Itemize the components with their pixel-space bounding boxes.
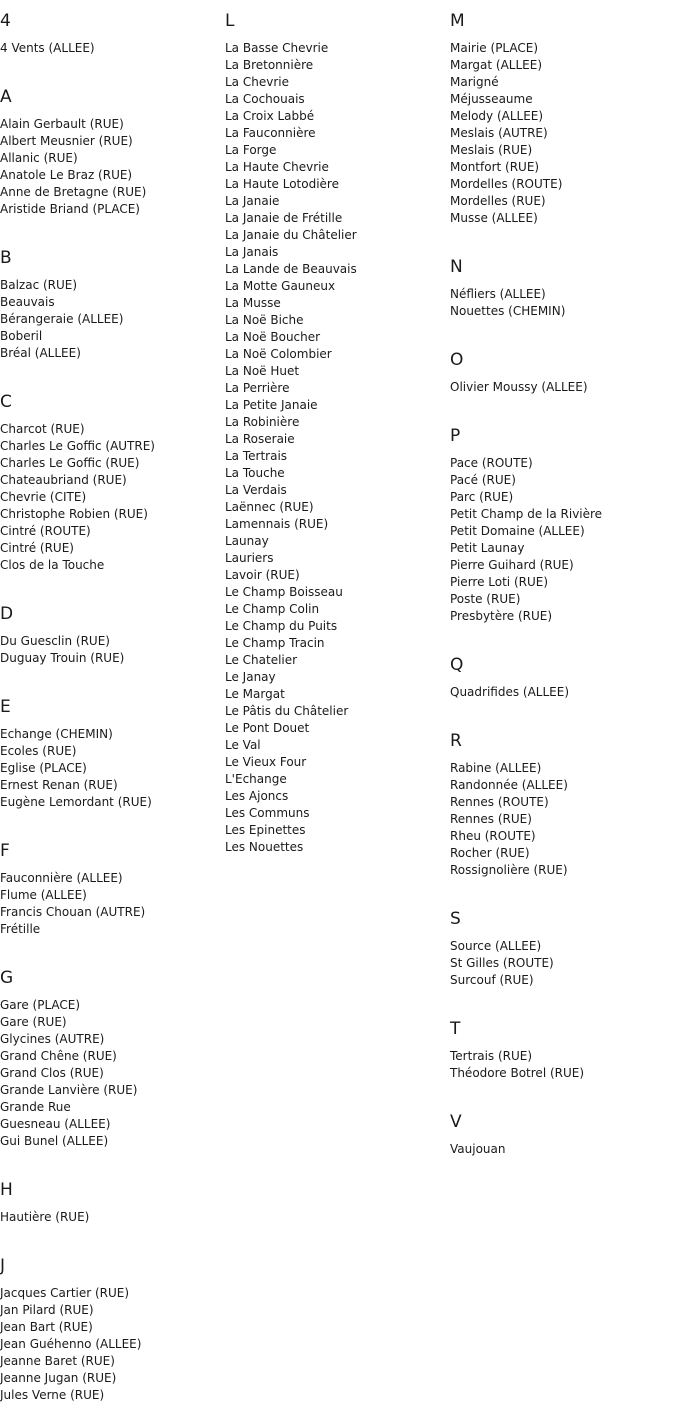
street-name: La Tertrais: [225, 449, 288, 463]
street-name: Chateaubriand (RUE): [0, 473, 127, 487]
street-name: La Fauconnière: [225, 126, 316, 140]
street-name: Pierre Loti (RUE): [450, 575, 549, 589]
street-name: Mordelles (RUE): [450, 194, 546, 208]
street-name: Mordelles (ROUTE): [450, 177, 563, 191]
street-name: Flume (ALLEE): [0, 888, 87, 902]
street-name: Duguay Trouin (RUE): [0, 651, 125, 665]
street-list: [0, 633, 222, 667]
street-name: Bérangeraie (ALLEE): [0, 312, 124, 326]
street-name: La Janaie: [225, 194, 280, 208]
section-letter-heading: G: [0, 968, 14, 988]
street-list: [0, 997, 222, 1150]
street-name: La Forge: [225, 143, 277, 157]
street-name: Alain Gerbault (RUE): [0, 117, 124, 131]
street-name: Jacques Cartier (RUE): [0, 1286, 130, 1300]
street-name: Rheu (ROUTE): [450, 829, 536, 843]
street-name: Laënnec (RUE): [225, 500, 314, 514]
street-name: Grande Lanvière (RUE): [0, 1083, 138, 1097]
street-name: Parc (RUE): [450, 490, 514, 504]
street-name: Le Champ du Puits: [225, 619, 338, 633]
street-name: 4 Vents (ALLEE): [0, 41, 95, 55]
street-name: Olivier Moussy (ALLEE): [450, 380, 588, 394]
street-name: Fauconnière (ALLEE): [0, 871, 123, 885]
letter-group: [0, 1255, 222, 1404]
street-name: Frétille: [0, 922, 41, 936]
street-name: Petit Launay: [450, 541, 525, 555]
street-name: Charles Le Goffic (AUTRE): [0, 439, 155, 453]
street-name: La Croix Labbé: [225, 109, 315, 123]
section-letter-heading: E: [0, 697, 11, 717]
street-name: Eglise (PLACE): [0, 761, 87, 775]
street-name: Randonnée (ALLEE): [450, 778, 568, 792]
street-name: La Haute Chevrie: [225, 160, 329, 174]
letter-group: [0, 391, 222, 574]
street-list: [0, 421, 222, 574]
street-name: Albert Meusnier (RUE): [0, 134, 133, 148]
street-list: [0, 40, 222, 57]
street-name: Echange (CHEMIN): [0, 727, 113, 741]
street-name: Meslais (RUE): [450, 143, 533, 157]
street-list: [450, 286, 672, 320]
street-list: [450, 684, 672, 701]
street-name: Jean Guéhenno (ALLEE): [0, 1337, 142, 1351]
street-name: La Musse: [225, 296, 281, 310]
street-name: Le Champ Boisseau: [225, 585, 343, 599]
section-letter-heading: P: [450, 426, 461, 446]
street-name: Théodore Botrel (RUE): [450, 1066, 585, 1080]
section-letter-heading: L: [225, 11, 235, 31]
street-name: Launay: [225, 534, 269, 548]
letter-group: [0, 840, 222, 938]
street-name: Rabine (ALLEE): [450, 761, 542, 775]
street-index-column-1: [0, 10, 222, 1404]
street-name: Guesneau (ALLEE): [0, 1117, 111, 1131]
street-name: Musse (ALLEE): [450, 211, 538, 225]
street-name: Nouettes (CHEMIN): [450, 304, 566, 318]
street-name: Chevrie (CITE): [0, 490, 87, 504]
street-name: La Haute Lotodière: [225, 177, 339, 191]
street-name: Margat (ALLEE): [450, 58, 543, 72]
street-name: Du Guesclin (RUE): [0, 634, 110, 648]
section-letter-heading: H: [0, 1180, 13, 1200]
street-name: La Basse Chevrie: [225, 41, 329, 55]
street-name: La Noë Huet: [225, 364, 300, 378]
street-name: La Motte Gauneux: [225, 279, 336, 293]
street-name: La Noë Biche: [225, 313, 304, 327]
street-name: Le Champ Tracin: [225, 636, 325, 650]
street-index-column-3: [450, 10, 672, 1158]
letter-group: [450, 256, 672, 320]
street-name: Quadrifides (ALLEE): [450, 685, 570, 699]
section-letter-heading: D: [0, 604, 14, 624]
street-name: Jeanne Baret (RUE): [0, 1354, 115, 1368]
section-letter-heading: M: [450, 11, 465, 31]
letter-group: [450, 908, 672, 989]
street-name: Meslais (AUTRE): [450, 126, 548, 140]
street-name: Montfort (RUE): [450, 160, 540, 174]
section-letter-heading: A: [0, 87, 12, 107]
street-name: Lauriers: [225, 551, 274, 565]
street-name: Cintré (RUE): [0, 541, 74, 555]
section-letter-heading: N: [450, 257, 463, 277]
street-name: La Perrière: [225, 381, 290, 395]
street-name: Eugène Lemordant (RUE): [0, 795, 152, 809]
street-name: Gare (PLACE): [0, 998, 81, 1012]
section-letter-heading: O: [450, 350, 464, 370]
street-name: Presbytère (RUE): [450, 609, 553, 623]
street-name: Clos de la Touche: [0, 558, 105, 572]
street-name: Christophe Robien (RUE): [0, 507, 148, 521]
street-name: Aristide Briand (PLACE): [0, 202, 140, 216]
street-list: [0, 116, 222, 218]
letter-group: [450, 1111, 672, 1158]
street-name: Boberil: [0, 329, 43, 343]
street-name: Charcot (RUE): [0, 422, 85, 436]
street-name: La Verdais: [225, 483, 287, 497]
street-list: [450, 379, 672, 396]
street-name: Le Janay: [225, 670, 276, 684]
street-name: Melody (ALLEE): [450, 109, 544, 123]
street-name: Le Vieux Four: [225, 755, 307, 769]
street-name: Marigné: [450, 75, 499, 89]
street-name: Jan Pilard (RUE): [0, 1303, 94, 1317]
street-name: Pace (ROUTE): [450, 456, 533, 470]
street-list: [0, 726, 222, 811]
section-letter-heading: B: [0, 248, 12, 268]
street-name: St Gilles (ROUTE): [450, 956, 554, 970]
letter-group: [450, 730, 672, 879]
street-name: La Roseraie: [225, 432, 295, 446]
street-name: Balzac (RUE): [0, 278, 78, 292]
street-name: Cintré (ROUTE): [0, 524, 91, 538]
street-list: [450, 938, 672, 989]
letter-group: [450, 1018, 672, 1082]
street-name: Gui Bunel (ALLEE): [0, 1134, 109, 1148]
street-name: Grande Rue: [0, 1100, 71, 1114]
street-name: Poste (RUE): [450, 592, 521, 606]
street-name: Jules Verne (RUE): [0, 1388, 105, 1402]
street-list: [225, 40, 447, 856]
section-letter-heading: V: [450, 1112, 462, 1132]
section-letter-heading: J: [0, 1256, 6, 1276]
street-name: Charles Le Goffic (RUE): [0, 456, 140, 470]
street-list: [0, 870, 222, 938]
street-name: Allanic (RUE): [0, 151, 78, 165]
street-list: [450, 1048, 672, 1082]
street-list: [450, 760, 672, 879]
street-name: Gare (RUE): [0, 1015, 67, 1029]
street-name: Les Nouettes: [225, 840, 304, 854]
street-list: [0, 1285, 222, 1404]
street-list: [450, 455, 672, 625]
letter-group: [0, 1179, 222, 1226]
letter-group: [450, 425, 672, 625]
street-name: Grand Chêne (RUE): [0, 1049, 117, 1063]
letter-group: [0, 247, 222, 362]
street-name: Le Margat: [225, 687, 285, 701]
letter-group: [0, 696, 222, 811]
letter-group: [0, 603, 222, 667]
street-name: Les Epinettes: [225, 823, 306, 837]
street-name: Ernest Renan (RUE): [0, 778, 118, 792]
letter-group: [0, 86, 222, 218]
street-name: Hautière (RUE): [0, 1210, 90, 1224]
street-name: Lavoir (RUE): [225, 568, 300, 582]
street-name: Source (ALLEE): [450, 939, 542, 953]
street-name: Jeanne Jugan (RUE): [0, 1371, 117, 1385]
section-letter-heading: Q: [450, 655, 464, 675]
street-name: Anne de Bretagne (RUE): [0, 185, 147, 199]
street-name: Le Champ Colin: [225, 602, 320, 616]
street-name: Rennes (ROUTE): [450, 795, 549, 809]
street-name: La Cochouais: [225, 92, 305, 106]
street-name: La Janaie de Frétille: [225, 211, 343, 225]
street-name: La Janaie du Châtelier: [225, 228, 357, 242]
letter-group: [450, 654, 672, 701]
street-name: La Janais: [225, 245, 279, 259]
street-name: La Noë Boucher: [225, 330, 321, 344]
street-name: Méjusseaume: [450, 92, 533, 106]
letter-group: [0, 967, 222, 1150]
street-list: [450, 1141, 672, 1158]
street-name: Bréal (ALLEE): [0, 346, 81, 360]
street-name: Le Pont Douet: [225, 721, 310, 735]
section-letter-heading: F: [0, 841, 10, 861]
street-name: Mairie (PLACE): [450, 41, 539, 55]
street-name: Les Communs: [225, 806, 310, 820]
street-name: Beauvais: [0, 295, 55, 309]
street-name: La Petite Janaie: [225, 398, 318, 412]
street-name: Rocher (RUE): [450, 846, 530, 860]
letter-group: [450, 10, 672, 227]
street-name: Néfliers (ALLEE): [450, 287, 546, 301]
street-name: Tertrais (RUE): [450, 1049, 533, 1063]
street-name: Le Val: [225, 738, 261, 752]
section-letter-heading: R: [450, 731, 462, 751]
street-name: Petit Champ de la Rivière: [450, 507, 603, 521]
street-name: L'Echange: [225, 772, 287, 786]
street-list: [0, 1209, 222, 1226]
section-letter-heading: T: [450, 1019, 461, 1039]
street-list: [450, 40, 672, 227]
street-name: Glycines (AUTRE): [0, 1032, 105, 1046]
street-index-column-2: [225, 10, 447, 856]
street-name: Le Pâtis du Châtelier: [225, 704, 349, 718]
street-name: Jean Bart (RUE): [0, 1320, 93, 1334]
street-name: Les Ajoncs: [225, 789, 289, 803]
street-name: Petit Domaine (ALLEE): [450, 524, 585, 538]
street-name: Surcouf (RUE): [450, 973, 534, 987]
street-name: La Noë Colombier: [225, 347, 332, 361]
street-list: [0, 277, 222, 362]
street-name: Anatole Le Braz (RUE): [0, 168, 133, 182]
section-letter-heading: 4: [0, 11, 11, 31]
street-name: Le Chatelier: [225, 653, 298, 667]
street-name: La Touche: [225, 466, 285, 480]
street-name: Rennes (RUE): [450, 812, 532, 826]
street-name: Lamennais (RUE): [225, 517, 329, 531]
street-name: La Bretonnière: [225, 58, 314, 72]
section-letter-heading: C: [0, 392, 12, 412]
letter-group: [450, 349, 672, 396]
street-name: La Lande de Beauvais: [225, 262, 357, 276]
street-name: La Chevrie: [225, 75, 289, 89]
street-name: Grand Clos (RUE): [0, 1066, 104, 1080]
letter-group: [225, 10, 447, 856]
street-name: Francis Chouan (AUTRE): [0, 905, 146, 919]
street-name: Pacé (RUE): [450, 473, 516, 487]
section-letter-heading: S: [450, 909, 461, 929]
street-name: La Robinière: [225, 415, 300, 429]
letter-group: [0, 10, 222, 57]
street-name: Ecoles (RUE): [0, 744, 77, 758]
street-name: Pierre Guihard (RUE): [450, 558, 574, 572]
street-name: Vaujouan: [450, 1142, 506, 1156]
street-name: Rossignolière (RUE): [450, 863, 568, 877]
